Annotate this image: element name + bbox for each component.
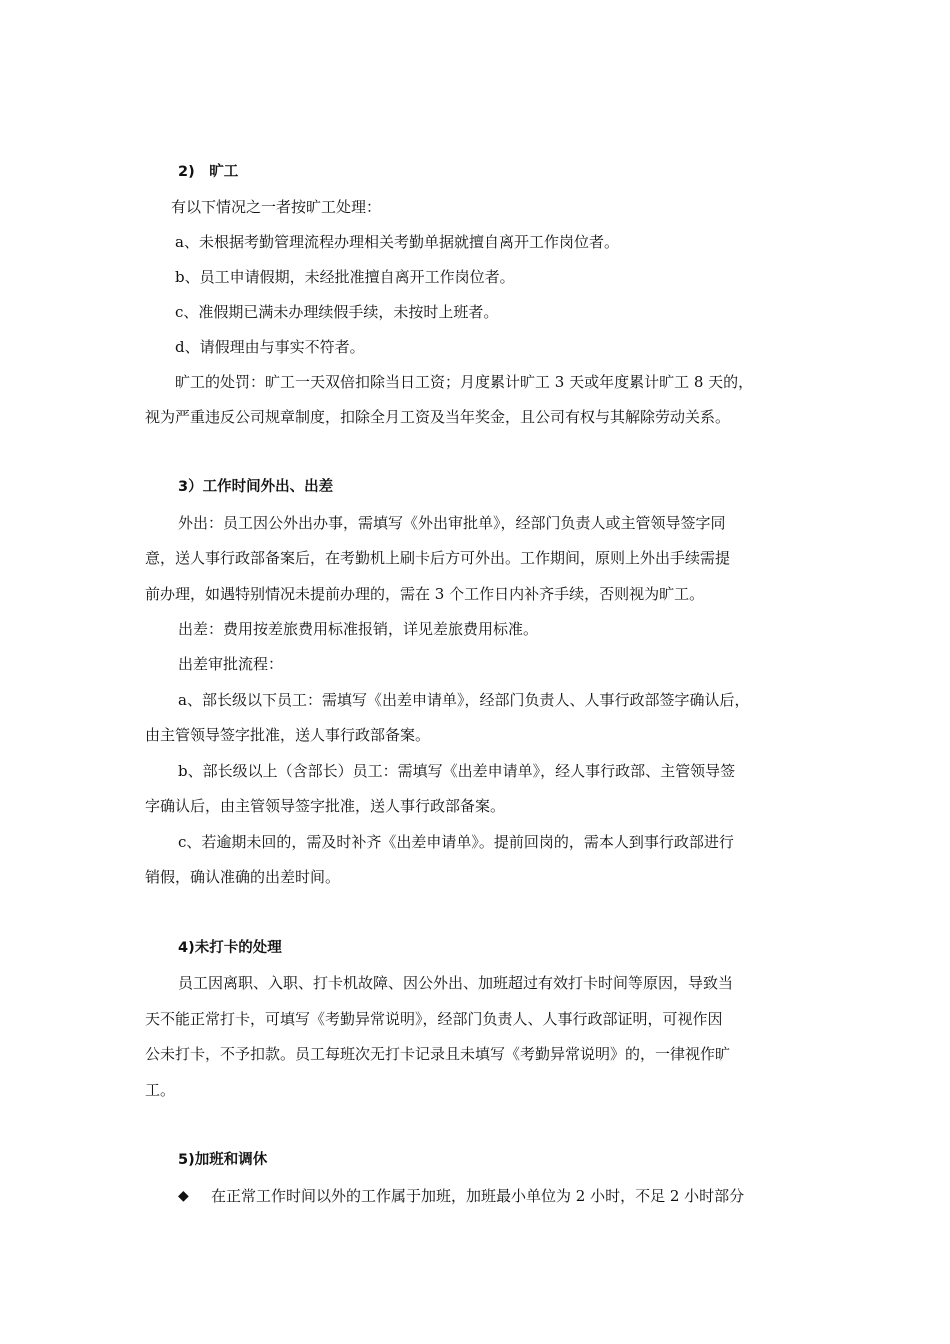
section-4-line-2: 天不能正常打卡，可填写《考勤异常说明》，经部门负责人、人事行政部证明，可视作因 xyxy=(145,1010,723,1028)
section-2-item-a: a、未根据考勤管理流程办理相关考勤单据就擅自离开工作岗位者。 xyxy=(175,233,619,251)
section-2-penalty-line-1: 旷工的处罚：旷工一天双倍扣除当日工资；月度累计旷工 3 天或年度累计旷工 8 天的， xyxy=(175,373,754,391)
section-4-line-4: 工。 xyxy=(145,1081,176,1099)
section-3-out-line-3: 前办理，如遇特别情况未提前办理的，需在 3 个工作日内补齐手续，否则视为旷工。 xyxy=(145,585,705,603)
section-3-b-line-1: b、部长级以上（含部长）员工：需填写《出差申请单》，经人事行政部、主管领导签 xyxy=(178,762,736,780)
section-3-trip: 出差：费用按差旅费用标准报销，详见差旅费用标准。 xyxy=(178,620,539,638)
section-2-penalty-line-2: 视为严重违反公司规章制度，扣除全月工资及当年奖金，且公司有权与其解除劳动关系。 xyxy=(145,408,731,426)
section-3-c-line-2: 销假，确认准确的出差时间。 xyxy=(145,868,341,886)
section-5-heading: 5)加班和调休 xyxy=(178,1152,268,1168)
section-2-intro: 有以下情况之一者按旷工处理： xyxy=(171,198,382,216)
section-4-line-1: 员工因离职、入职、打卡机故障、因公外出、加班超过有效打卡时间等原因，导致当 xyxy=(178,974,734,992)
section-3-out-line-1: 外出：员工因公外出办事，需填写《外出审批单》，经部门负责人或主管领导签字同 xyxy=(178,514,726,532)
section-3-a-line-1: a、部长级以下员工：需填写《出差申请单》，经部门负责人、人事行政部签字确认后， xyxy=(178,691,750,709)
section-2-item-d: d、请假理由与事实不符者。 xyxy=(175,338,365,356)
diamond-bullet-icon: ◆ xyxy=(178,1188,189,1204)
section-2-item-c: c、准假期已满未办理续假手续，未按时上班者。 xyxy=(175,303,499,321)
section-3-b-line-2: 字确认后，由主管领导签字批准，送人事行政部备案。 xyxy=(145,797,506,815)
section-4-heading: 4)未打卡的处理 xyxy=(178,940,282,956)
section-3-heading: 3）工作时间外出、出差 xyxy=(178,479,334,495)
section-3-out-line-2: 意，送人事行政部备案后，在考勤机上刷卡后方可外出。工作期间，原则上外出手续需提 xyxy=(145,549,731,567)
section-3-a-line-2: 由主管领导签字批准，送人事行政部备案。 xyxy=(145,726,431,744)
section-3-flow-title: 出差审批流程： xyxy=(178,655,284,673)
section-2-heading: 2) 旷工 xyxy=(178,164,239,180)
section-5-bullet-text: 在正常工作时间以外的工作属于加班，加班最小单位为 2 小时，不足 2 小时部分 xyxy=(211,1187,745,1205)
section-2-item-b: b、员工申请假期，未经批准擅自离开工作岗位者。 xyxy=(175,268,515,286)
section-4-line-3: 公未打卡，不予扣款。员工每班次无打卡记录且未填写《考勤异常说明》的，一律视作旷 xyxy=(145,1045,731,1063)
section-3-c-line-1: c、若逾期未回的，需及时补齐《出差申请单》。提前回岗的，需本人到事行政部进行 xyxy=(178,833,734,851)
